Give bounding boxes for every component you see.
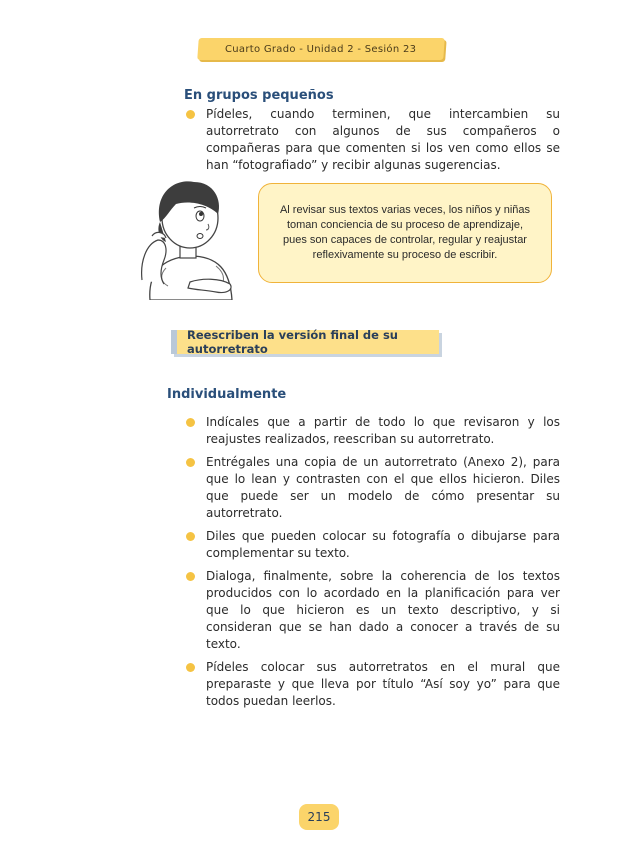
list-item: Pídeles, cuando terminen, que intercambien su autorretrato con algunos de sus compañeros o compañeras para que comenten si los ven como ellos se han “fotografiado” y recibir algunas sugerencias.: [184, 106, 560, 174]
list-item: Diles que pueden colocar su fotografía o dibujarse para complementar su texto.: [184, 528, 560, 562]
list-item: Entrégales una copia de un autorretrato (Anexo 2), para que lo lean y contrasten con el que ellos hicieron. Diles que puede ser un modelo de cómo presentar su autorretrato.: [184, 454, 560, 522]
bullet-dot-icon: [186, 458, 195, 467]
bullet-list-individual: [184, 414, 560, 710]
page-number-badge: [299, 804, 339, 830]
list-item: Indícales que a partir de todo lo que revisaron y los reajustes realizados, reescriban su autorretrato.: [184, 414, 560, 448]
bullet-dot-icon: [186, 110, 195, 119]
activity-title-bar: [171, 330, 439, 354]
list-item: Dialoga, finalmente, sobre la coherencia de los textos producidos con lo acordado en la planificación para ver que lo que hicieron es un texto descriptivo, y si consideran que se han dado a conocer a través de su texto.: [184, 568, 560, 653]
bullet-dot-icon: [186, 572, 195, 581]
page-number: 215: [307, 810, 331, 824]
activity-title: Reescriben la versión final de su autorretrato: [187, 328, 398, 356]
list-item: Pídeles colocar sus autorretratos en el mural que preparaste y que lleva por título “Así soy yo” para que todos puedan leerlos.: [184, 659, 560, 710]
header-banner: [197, 38, 445, 60]
section-heading-groups: En grupos pequeños: [184, 88, 334, 103]
bullet-dot-icon: [186, 663, 195, 672]
bullet-list-groups: [184, 106, 560, 174]
tip-callout: [258, 183, 552, 283]
callout-text: Al revisar sus textos varias veces, los niños y niñas toman conciencia de su proceso de aprendizaje, pues son capaces de controlar, regular y reajustar reflexivamente su proceso de escribir.: [279, 204, 531, 261]
section-heading-individual: Individualmente: [167, 387, 287, 402]
header-title: Cuarto Grado - Unidad 2 - Sesión 23: [225, 43, 417, 55]
bullet-dot-icon: [186, 418, 195, 427]
bullet-dot-icon: [186, 532, 195, 541]
girl-illustration-icon: [130, 170, 250, 300]
